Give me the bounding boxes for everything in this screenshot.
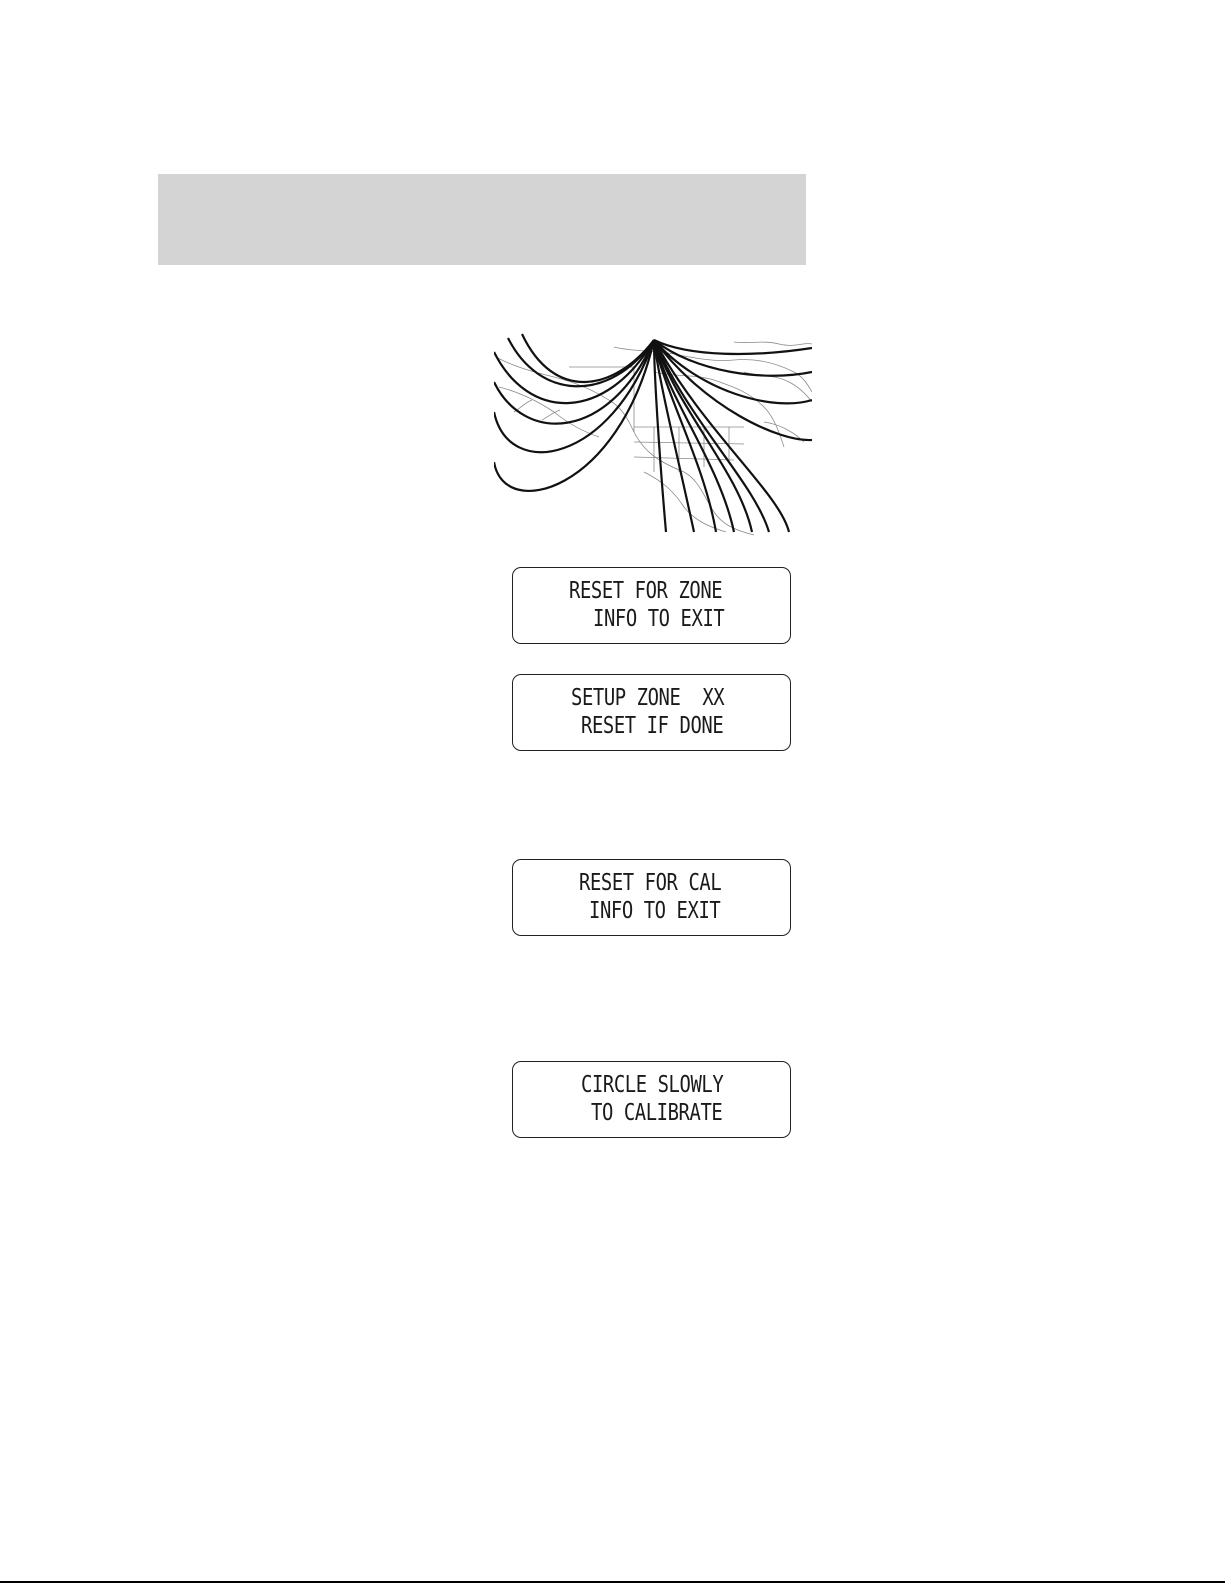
display-line-1: SETUP ZONE XX [571, 685, 725, 711]
display-line-1: RESET FOR ZONE [569, 578, 723, 604]
message-display-setup-zone [512, 674, 791, 751]
bottom-rule [0, 1581, 1225, 1583]
display-line-2: TO CALIBRATE [591, 1100, 723, 1126]
message-display-reset-for-zone [512, 567, 791, 644]
display-line-1: CIRCLE SLOWLY [581, 1072, 724, 1098]
display-line-2: RESET IF DONE [581, 713, 724, 739]
message-display-circle-slowly [512, 1061, 791, 1138]
display-line-2: INFO TO EXIT [593, 606, 725, 632]
display-line-1: RESET FOR CAL [579, 870, 722, 896]
magnetic-zone-map [494, 332, 812, 537]
display-line-2: INFO TO EXIT [589, 898, 721, 924]
message-display-reset-for-cal [512, 859, 791, 936]
header-band [158, 174, 806, 265]
isogonic-lines [494, 334, 812, 532]
